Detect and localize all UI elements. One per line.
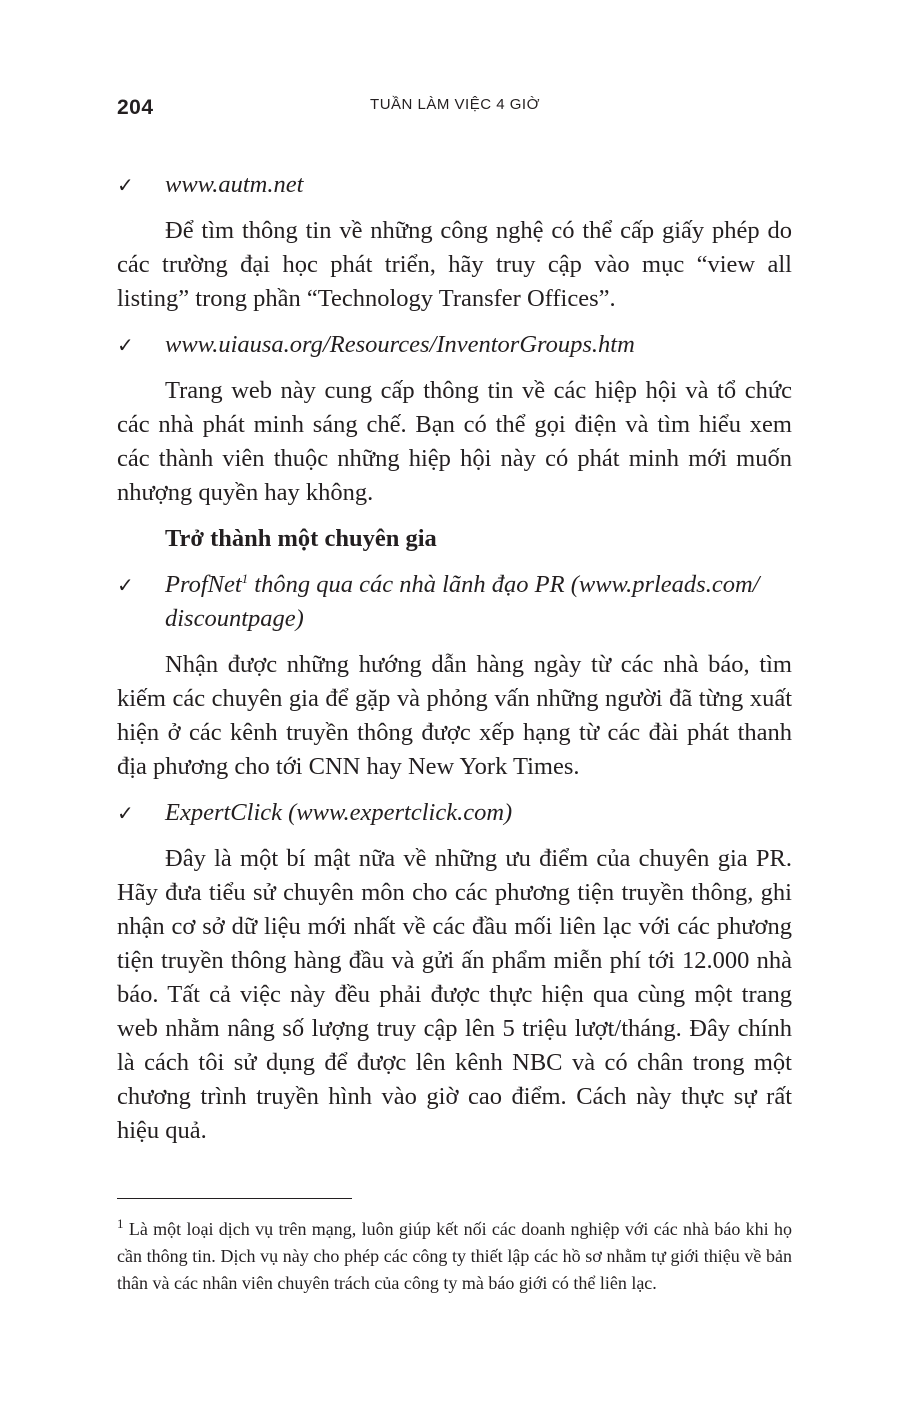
paragraph: Trang web này cung cấp thông tin về các hiệp hội và tổ chức các nhà phát minh sáng chế. Bạn có thể gọi điện và tìm hiểu xem các thành viên thuộc những hiệp hội này có phát minh mới muốn nhượng quyền hay không. (117, 377, 792, 506)
paragraph: Đây là một bí mật nữa về những ưu điểm của chuyên gia PR. Hãy đưa tiểu sử chuyên môn cho các phương tiện truyền thông, ghi nhận cơ sở dữ liệu mới nhất về các đầu mối liên lạc với các phương tiện truyền thông hàng đầu và gửi ấn phẩm miễn phí tới 12.000 nhà báo. Tất cả việc này đều phải được thực hiện qua cùng một trang web nhằm nâng số lượng truy cập lên 5 triệu lượt/tháng. Đây chính là cách tôi sử dụng để được lên kênh NBC và có chân trong một chương trình truyền hình vào giờ cao điểm. Cách này thực sự rất hiệu quả. (117, 845, 792, 1144)
section-heading: Trở thành một chuyên gia (165, 525, 437, 552)
item-text: ExpertClick (www.expertclick.com) (165, 799, 513, 826)
checkmark-icon: ✓ (117, 173, 134, 197)
checkmark-icon: ✓ (117, 801, 134, 825)
checkmark-icon: ✓ (117, 573, 134, 597)
footnote-text: Là một loại dịch vụ trên mạng, luôn giúp kết nối các doanh nghiệp với các nhà báo khi họ cần thông tin. Dịch vụ này cho phép các công ty thiết lập các hồ sơ nhằm tự giới thiệu về bản thân và các nhân viên chuyên trách của công ty mà báo giới có thể liên lạc. (117, 1219, 792, 1293)
page-body (117, 168, 792, 1160)
footnote-divider (117, 1198, 352, 1199)
item-text: www.autm.net (165, 171, 304, 198)
running-title: TUẦN LÀM VIỆC 4 GIỜ (370, 96, 540, 113)
page-number: 204 (117, 96, 154, 119)
paragraph: Nhận được những hướng dẫn hàng ngày từ các nhà báo, tìm kiếm các chuyên gia để gặp và phỏng vấn những người đã từng xuất hiện ở các kênh truyền thông được xếp hạng từ các đài phát thanh địa phương cho tới CNN hay New York Times. (117, 651, 792, 780)
item-text: thông qua các nhà lãnh đạo PR (www.prleads.com/ discountpage) (165, 571, 760, 632)
list-item-uiausa (117, 328, 792, 362)
list-item-expertclick (117, 796, 792, 830)
list-item-autm (117, 168, 792, 202)
footnote (117, 1216, 792, 1297)
footnote-marker: 1 (117, 1216, 124, 1231)
list-item-profnet (117, 568, 792, 636)
page-header (117, 92, 793, 126)
footnote-reference: 1 (241, 570, 249, 586)
paragraph: Để tìm thông tin về những công nghệ có thể cấp giấy phép do các trường đại học phát triển, hãy truy cập vào mục “view all listing” trong phần “Technology Transfer Offices”. (117, 217, 792, 312)
item-text: ProfNet (165, 571, 242, 598)
checkmark-icon: ✓ (117, 333, 134, 357)
item-text: www.uiausa.org/Resources/InventorGroups.htm (165, 331, 635, 358)
